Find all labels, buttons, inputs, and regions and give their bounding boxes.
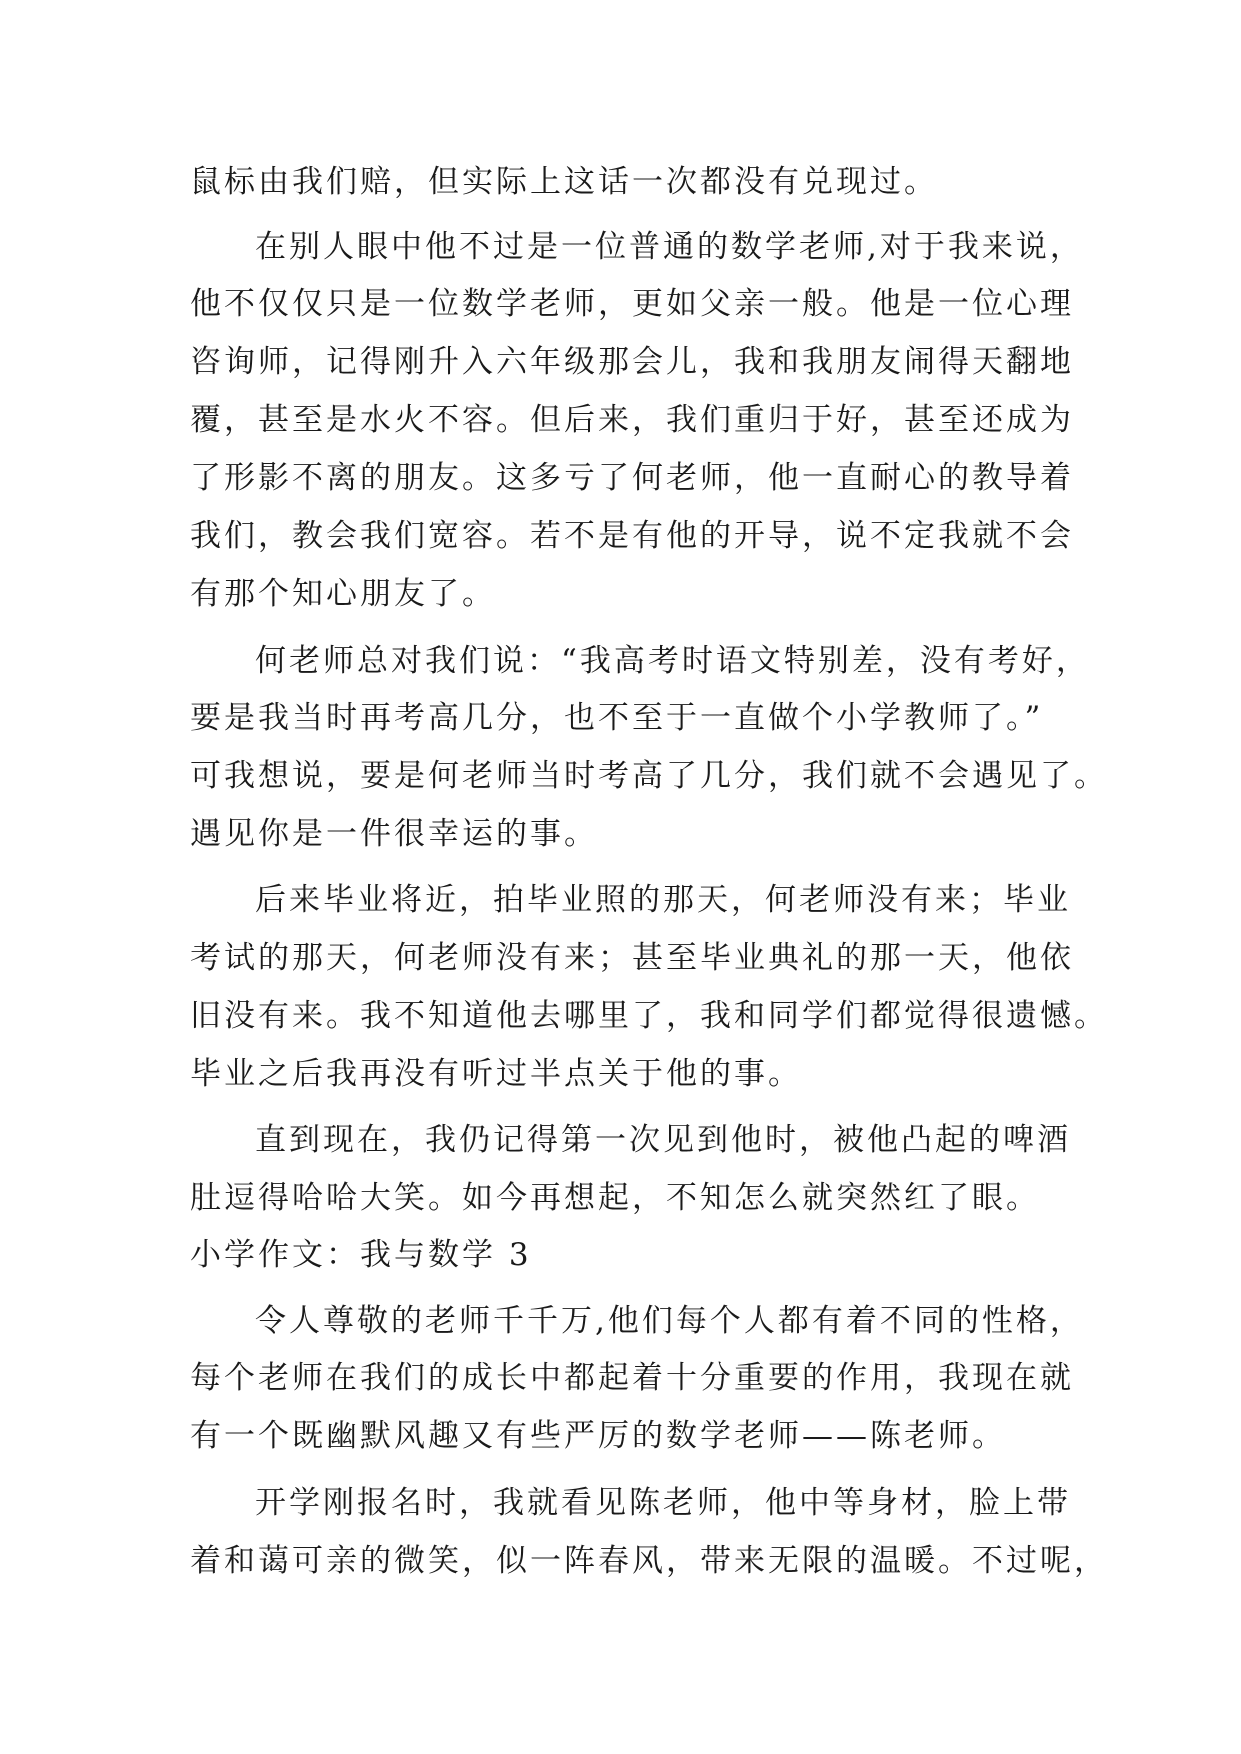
text-line: 有一个既幽默风趣又有些严厉的数学老师——陈老师。 — [190, 1418, 1006, 1454]
text-line: 鼠标由我们赔，但实际上这话一次都没有兑现过。 — [190, 164, 938, 200]
text-line: 他不仅仅只是一位数学老师，更如父亲一般。他是一位心理 — [190, 286, 1074, 322]
text-line: 要是我当时再考高几分，也不至于一直做个小学教师了。” — [190, 700, 1044, 736]
paragraph-start-line: 直到现在，我仍记得第一次见到他时，被他凸起的啤酒 — [255, 1122, 1071, 1158]
text-line: 肚逗得哈哈大笑。如今再想起，不知怎么就突然红了眼。 — [190, 1180, 1040, 1216]
text-line: 旧没有来。我不知道他去哪里了，我和同学们都觉得很遗憾。 — [190, 998, 1108, 1034]
text-line: 我们，教会我们宽容。若不是有他的开导，说不定我就不会 — [190, 518, 1074, 554]
text-line: 着和蔼可亲的微笑，似一阵春风，带来无限的温暖。不过呢， — [190, 1543, 1108, 1579]
text-line: 有那个知心朋友了。 — [190, 576, 496, 612]
text-line: 考试的那天，何老师没有来；甚至毕业典礼的那一天，他依 — [190, 940, 1074, 976]
text-line: 遇见你是一件很幸运的事。 — [190, 816, 598, 852]
text-line: 了形影不离的朋友。这多亏了何老师，他一直耐心的教导着 — [190, 460, 1074, 496]
paragraph-start-line: 令人尊敬的老师千千万,他们每个人都有着不同的性格， — [255, 1303, 1084, 1339]
text-line: 可我想说，要是何老师当时考高了几分，我们就不会遇见了。 — [190, 758, 1108, 794]
section-heading: 小学作文：我与数学 3 — [190, 1237, 532, 1273]
text-line: 覆，甚至是水火不容。但后来，我们重归于好，甚至还成为 — [190, 402, 1074, 438]
text-line: 毕业之后我再没有听过半点关于他的事。 — [190, 1056, 802, 1092]
paragraph-start-line: 何老师总对我们说：“我高考时语文特别差，没有考好， — [255, 643, 1090, 679]
text-line: 每个老师在我们的成长中都起着十分重要的作用，我现在就 — [190, 1360, 1074, 1396]
paragraph-start-line: 在别人眼中他不过是一位普通的数学老师,对于我来说， — [255, 229, 1084, 265]
paragraph-start-line: 后来毕业将近，拍毕业照的那天，何老师没有来；毕业 — [255, 882, 1071, 918]
paragraph-start-line: 开学刚报名时，我就看见陈老师，他中等身材，脸上带 — [255, 1485, 1071, 1521]
text-line: 咨询师，记得刚升入六年级那会儿，我和我朋友闹得天翻地 — [190, 344, 1074, 380]
